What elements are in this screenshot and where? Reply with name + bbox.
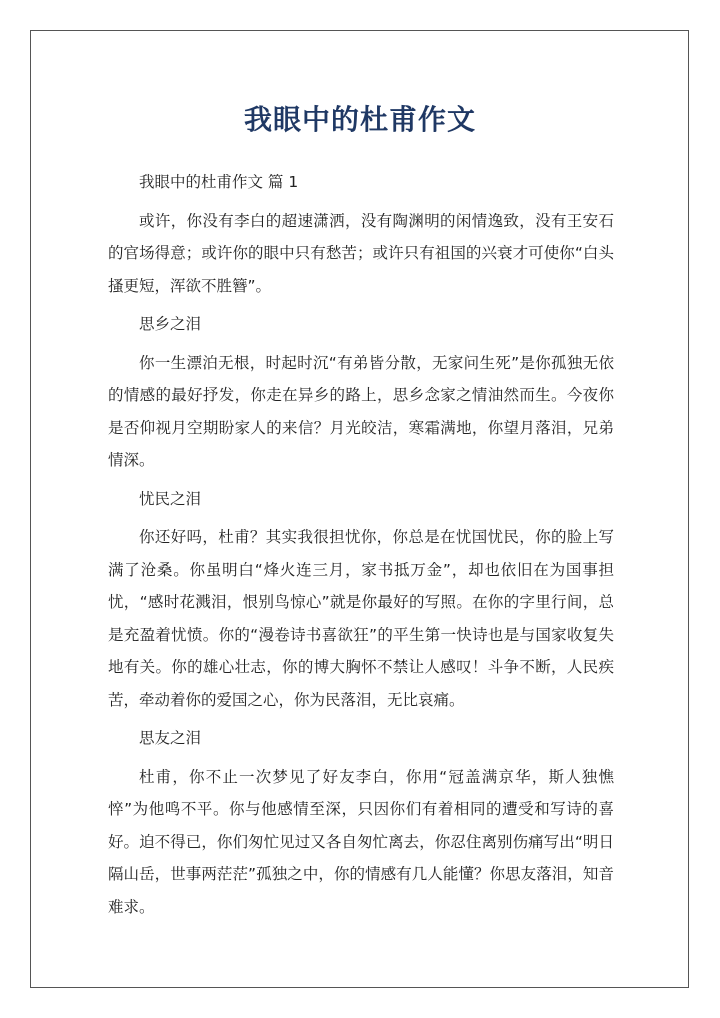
section-body-homesick: 你一生漂泊无根，时起时沉“有弟皆分散，无家问生死”是你孤独无依的情感的最好抒发，你走在异乡的路上，思乡念家之情油然而生。今夜你是否仰视月空期盼家人的来信？月光皎洁，寒霜满地，你望月落泪，兄弟情深。	[108, 353, 614, 469]
intro-paragraph: 或许，你没有李白的超速潇洒，没有陶渊明的闲情逸致，没有王安石的官场得意；或许你的眼中只有愁苦；或许只有祖国的兴衰才可使你“白头搔更短，浑欲不胜簪”。	[108, 211, 614, 295]
section-heading-homesick: 思乡之泪	[139, 315, 202, 333]
section-body-people: 你还好吗，杜甫？其实我很担忧你，你总是在忧国忧民，你的脸上写满了沧桑。你虽明白“烽火连三月，家书抵万金”，却也依旧在为国事担忧，“感时花溅泪，恨别鸟惊心”就是你最好的写照。在你的字里行间，总是充盈着忧愤。你的“漫卷诗书喜欲狂”的平生第一快诗也是与国家收复失地有关。你的雄心壮志，你的博大胸怀不禁让人感叹！斗争不断，人民疾苦，牵动着你的爱国之心，你为民落泪，无比哀痛。	[108, 528, 614, 709]
document-title: 我眼中的杜甫作文	[243, 103, 476, 136]
document-body	[108, 166, 614, 929]
section-heading-friend: 思友之泪	[139, 729, 202, 747]
section-body-friend: 杜甫，你不止一次梦见了好友李白，你用“冠盖满京华，斯人独憔悴”为他鸣不平。你与他感情至深，只因你们有着相同的遭受和写诗的喜好。迫不得已，你们匆忙见过又各自匆忙离去，你忍住离别伤痛写出“明日隔山岳，世事两茫茫”孤独之中，你的情感有几人能懂？你思友落泪，知音难求。	[108, 767, 614, 916]
section-heading-people: 忧民之泪	[139, 489, 202, 508]
essay-subtitle: 我眼中的杜甫作文 篇 1	[139, 173, 299, 191]
